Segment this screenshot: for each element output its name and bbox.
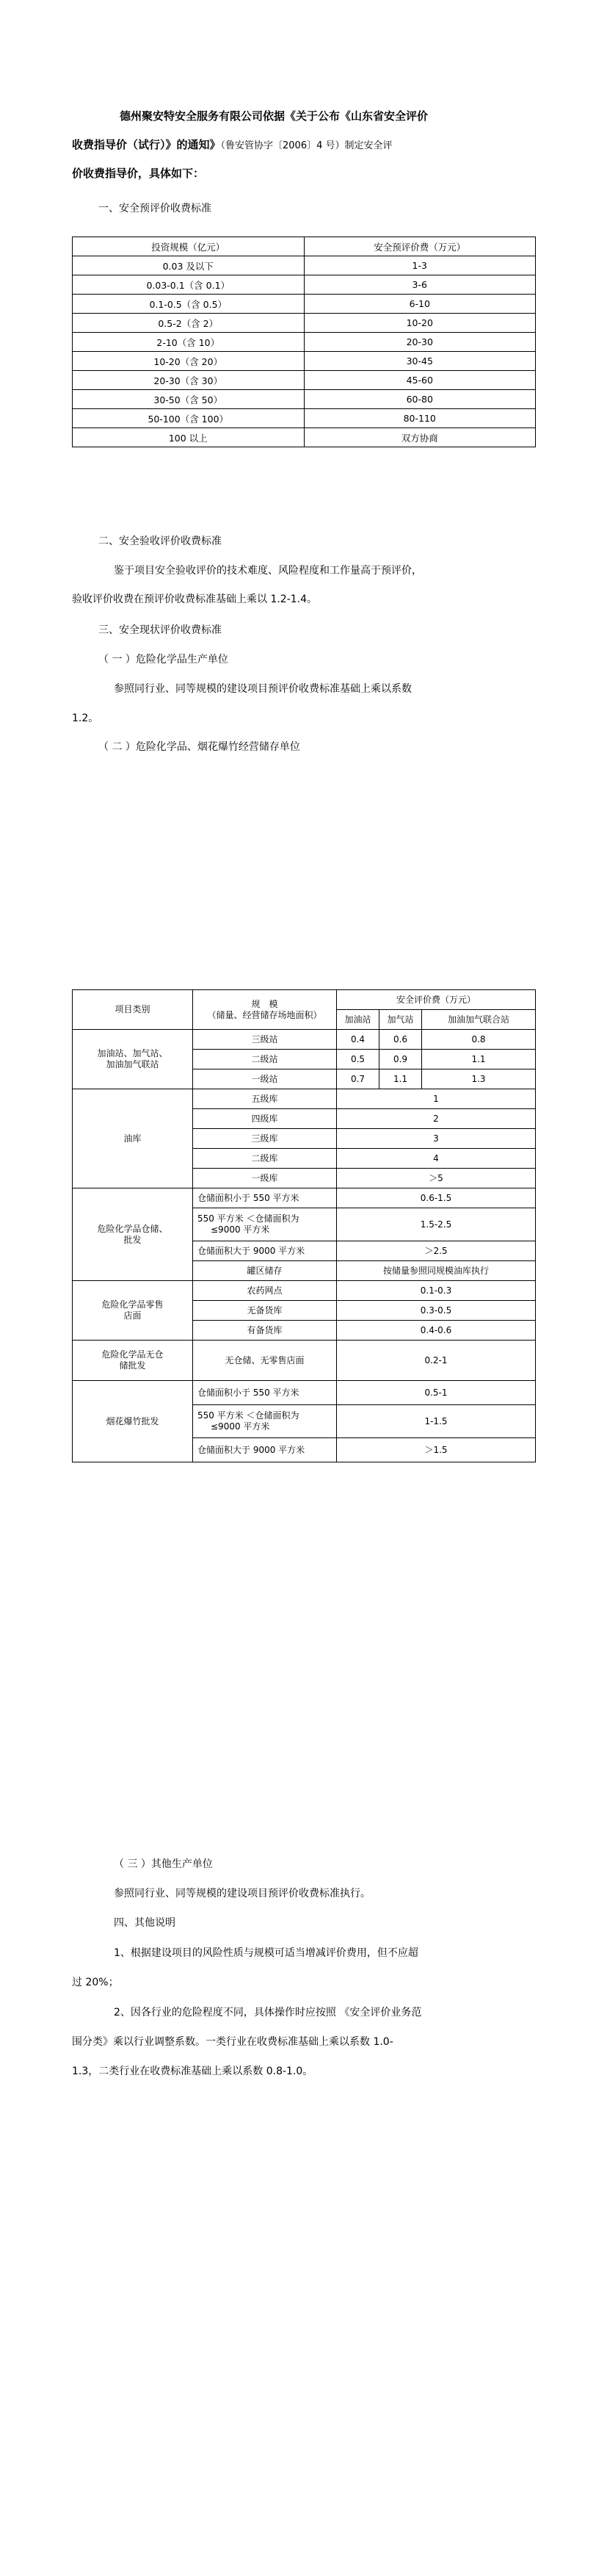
category-cell: 油库 xyxy=(73,1089,193,1188)
category-line-2: 批发 xyxy=(123,1234,142,1245)
section-4-item-1-line-1: 1、根据建设项目的风险性质与规模可适当增减评价费用，但不应超 xyxy=(114,1947,418,1959)
cell: 10-20 xyxy=(304,314,536,333)
cell: 无备货库 xyxy=(193,1301,337,1321)
cell: 双方协商 xyxy=(304,428,536,447)
table-row xyxy=(73,1030,536,1050)
cell: 0.5-2（含 2） xyxy=(73,314,305,333)
cell: 3-6 xyxy=(304,275,536,295)
cell xyxy=(193,1405,337,1438)
cell: 0.9 xyxy=(379,1050,422,1069)
cell: 二级库 xyxy=(193,1149,337,1169)
cell: 2 xyxy=(337,1109,536,1129)
cell: 0.2-1 xyxy=(337,1341,536,1381)
cell: 2-10（含 10） xyxy=(73,333,305,352)
cell: 1.1 xyxy=(422,1050,536,1069)
cell: 50-100（含 100） xyxy=(73,409,305,428)
cell: 30-45 xyxy=(304,352,536,371)
cell: 一级站 xyxy=(193,1069,337,1089)
category-line-1: 加油站、加气站、 xyxy=(97,1048,168,1058)
cell: 0.1-0.5（含 0.5） xyxy=(73,295,305,314)
section-2-para-line-1: 鉴于项目安全验收评价的技术难度、风险程度和工作量高于预评价， xyxy=(114,565,422,577)
table-row xyxy=(73,371,536,390)
cell: 仓储面积大于 9000 平方米 xyxy=(193,1438,337,1462)
category-line-2: 加油加气联站 xyxy=(106,1059,159,1069)
cell xyxy=(193,1208,337,1241)
pre-evaluation-fee-table xyxy=(72,237,536,447)
cell-line-1: 550 平方米 ＜仓储面积为 xyxy=(197,1213,299,1224)
cell: 0.1-0.3 xyxy=(337,1281,536,1301)
table-row xyxy=(73,256,536,275)
category-cell xyxy=(73,1341,193,1381)
cell: 100 以上 xyxy=(73,428,305,447)
cell: 三级库 xyxy=(193,1129,337,1149)
header-scale xyxy=(193,990,337,1030)
cell: 30-50（含 50） xyxy=(73,390,305,409)
cell: 0.4 xyxy=(337,1030,379,1050)
table-header-row xyxy=(73,237,536,256)
table-row xyxy=(73,1188,536,1208)
subsection-1-para-line-1: 参照同行业、同等规模的建设项目预评价收费标准基础上乘以系数 xyxy=(114,683,412,695)
intro-line-2-rest: （鲁安管协字〔2006〕4 号）制定安全评 xyxy=(220,140,393,151)
header-lpg-station: 加气站 xyxy=(379,1010,422,1030)
cell: 3 xyxy=(337,1129,536,1149)
cell: 45-60 xyxy=(304,371,536,390)
cell: ＞2.5 xyxy=(337,1241,536,1261)
status-evaluation-fee-table xyxy=(72,989,536,1462)
header-investment: 投资规模（亿元） xyxy=(73,237,305,256)
category-line-2: 储批发 xyxy=(119,1360,146,1371)
table-header-row xyxy=(73,990,536,1010)
cell: 罐区储存 xyxy=(193,1261,337,1281)
table-row xyxy=(73,1381,536,1405)
table-row xyxy=(73,333,536,352)
cell: ＞1.5 xyxy=(337,1438,536,1462)
subsection-3-title: （ 三 ）其他生产单位 xyxy=(114,1858,213,1870)
table-row xyxy=(73,314,536,333)
section-1-title: 一、安全预评价收费标准 xyxy=(98,203,211,214)
section-2-para-line-2: 验收评价收费在预评价收费标准基础上乘以 1.2-1.4。 xyxy=(72,594,318,605)
table-row xyxy=(73,390,536,409)
cell: 6-10 xyxy=(304,295,536,314)
intro-line-2 xyxy=(72,137,393,154)
table-row xyxy=(73,275,536,295)
cell: 四级库 xyxy=(193,1109,337,1129)
section-3-title: 三、安全现状评价收费标准 xyxy=(98,624,222,636)
header-scale-line-2: （储量、经营储存场地面积） xyxy=(207,1009,322,1020)
cell: 仓储面积小于 550 平方米 xyxy=(193,1188,337,1208)
section-2-title: 二、安全验收评价收费标准 xyxy=(98,535,222,547)
cell: 0.5-1 xyxy=(337,1381,536,1405)
cell: 0.03-0.1（含 0.1） xyxy=(73,275,305,295)
cell: 无仓储、无零售店面 xyxy=(193,1341,337,1381)
cell: 0.3-0.5 xyxy=(337,1301,536,1321)
cell: 0.6 xyxy=(379,1030,422,1050)
cell: 按储量参照同规模油库执行 xyxy=(337,1261,536,1281)
cell: 0.8 xyxy=(422,1030,536,1050)
cell: 有备货库 xyxy=(193,1321,337,1341)
category-line-1: 危险化学品零售 xyxy=(101,1299,164,1310)
header-fee: 安全评价费（万元） xyxy=(337,990,536,1010)
cell: 80-110 xyxy=(304,409,536,428)
cell: 1.5-2.5 xyxy=(337,1208,536,1241)
cell: 4 xyxy=(337,1149,536,1169)
section-4-title: 四、其他说明 xyxy=(114,1917,175,1929)
cell: 0.03 及以下 xyxy=(73,256,305,275)
cell: 0.7 xyxy=(337,1069,379,1089)
cell: 10-20（含 20） xyxy=(73,352,305,371)
intro-line-3: 价收费指导价，具体如下： xyxy=(72,167,205,180)
header-category: 项目类别 xyxy=(73,990,193,1030)
table-row xyxy=(73,428,536,447)
cell-line-1: 550 平方米 ＜仓储面积为 xyxy=(197,1410,299,1421)
header-gas-station: 加油站 xyxy=(337,1010,379,1030)
table-row xyxy=(73,352,536,371)
cell: 1-1.5 xyxy=(337,1405,536,1438)
header-scale-line-1: 规 模 xyxy=(251,998,278,1009)
section-4-item-2-line-3: 1.3，二类行业在收费标准基础上乘以系数 0.8-1.0。 xyxy=(72,2066,313,2077)
section-4-item-1-line-2: 过 20%； xyxy=(72,1977,119,1988)
cell: 仓储面积大于 9000 平方米 xyxy=(193,1241,337,1261)
subsection-1-title: （ 一 ）危险化学品生产单位 xyxy=(98,654,228,665)
category-cell xyxy=(73,1030,193,1089)
cell: 0.6-1.5 xyxy=(337,1188,536,1208)
table-row xyxy=(73,409,536,428)
cell: 1 xyxy=(337,1089,536,1109)
cell: 五级库 xyxy=(193,1089,337,1109)
category-line-1: 危险化学品无仓 xyxy=(101,1349,164,1360)
cell-line-2: ≤9000 平方米 xyxy=(211,1421,270,1432)
section-4-item-2-line-1: 2、因各行业的危险程度不同，具体操作时应按照 《安全评价业务范 xyxy=(114,2007,422,2018)
cell: 一级库 xyxy=(193,1169,337,1188)
subsection-1-para-line-2: 1.2。 xyxy=(72,712,99,724)
cell-line-2: ≤9000 平方米 xyxy=(211,1224,270,1235)
cell: 1-3 xyxy=(304,256,536,275)
category-cell: 烟花爆竹批发 xyxy=(73,1381,193,1462)
cell: 1.3 xyxy=(422,1069,536,1089)
header-combined-station: 加油加气联合站 xyxy=(422,1010,536,1030)
table-row xyxy=(73,1089,536,1109)
cell: 60-80 xyxy=(304,390,536,409)
intro-line-2-bold: 收费指导价（试行）》的通知》 xyxy=(72,138,221,151)
cell: 1.1 xyxy=(379,1069,422,1089)
cell: 二级站 xyxy=(193,1050,337,1069)
cell: 0.4-0.6 xyxy=(337,1321,536,1341)
cell: 0.5 xyxy=(337,1050,379,1069)
cell: 农药网点 xyxy=(193,1281,337,1301)
table-row xyxy=(73,295,536,314)
subsection-2-title: （ 二 ）危险化学品、烟花爆竹经营储存单位 xyxy=(98,741,300,753)
cell: ＞5 xyxy=(337,1169,536,1188)
section-4-item-2-line-2: 围分类》乘以行业调整系数。一类行业在收费标准基础上乘以系数 1.0- xyxy=(72,2036,393,2048)
category-line-2: 店面 xyxy=(123,1310,142,1321)
header-fee: 安全预评价费（万元） xyxy=(304,237,536,256)
subsection-3-para: 参照同行业、同等规模的建设项目预评价收费标准执行。 xyxy=(114,1888,371,1899)
cell: 三级站 xyxy=(193,1030,337,1050)
intro-line-1: 德州聚安特安全服务有限公司依据《关于公布《山东省安全评价 xyxy=(120,109,429,123)
category-line-1: 危险化学品仓储、 xyxy=(97,1223,168,1234)
table-row xyxy=(73,1281,536,1301)
table-row xyxy=(73,1341,536,1381)
cell: 20-30 xyxy=(304,333,536,352)
category-cell xyxy=(73,1188,193,1281)
cell: 仓储面积小于 550 平方米 xyxy=(193,1381,337,1405)
category-cell xyxy=(73,1281,193,1341)
cell: 20-30（含 30） xyxy=(73,371,305,390)
